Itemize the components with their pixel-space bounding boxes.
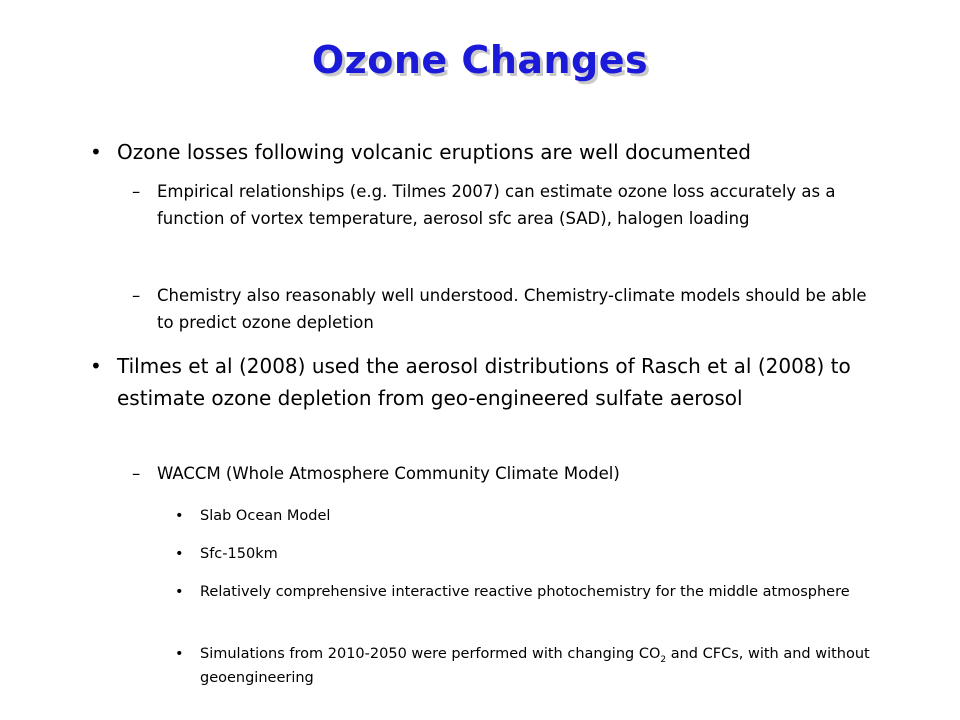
bullet-ozone-losses: [90, 136, 877, 168]
subsubbullet-text-after: and CFCs, with and without geoengineering: [200, 646, 870, 686]
subbullet-text: WACCM (Whole Atmosphere Community Climate Model): [157, 464, 620, 483]
subsubbullet-sfc-150km: [175, 542, 885, 566]
dash-marker: –: [132, 286, 141, 305]
co2-subscript: 2: [660, 654, 667, 665]
bullet-text: Tilmes et al (2008) used the aerosol distributions of Rasch et al (2008) to estimate ozone depletion from geo-engineered sulfate aerosol: [117, 354, 851, 410]
subbullet-text: Chemistry also reasonably well understood. Chemistry-climate models should be able to predict ozone depletion: [157, 286, 867, 332]
subbullet-chemistry-understood: [132, 282, 882, 336]
bullet-marker: •: [90, 354, 102, 378]
bullet-tilmes-2008: [90, 350, 877, 414]
small-bullet-marker: •: [175, 508, 184, 524]
slide-title: Ozone Changes: [311, 38, 649, 82]
dash-marker: –: [132, 182, 141, 201]
dash-marker: –: [132, 464, 141, 483]
bullet-text: Ozone losses following volcanic eruptions are well documented: [117, 140, 751, 164]
subsubbullet-photochemistry: [175, 580, 885, 604]
subsubbullet-text-before: Simulations from 2010-2050 were performed with changing CO: [200, 646, 661, 662]
small-bullet-marker: •: [175, 646, 184, 662]
subsubbullet-slab-ocean: [175, 504, 885, 528]
subsubbullet-simulations: [175, 642, 885, 690]
subbullet-waccm: [132, 460, 882, 487]
subsubbullet-text: Relatively comprehensive interactive reactive photochemistry for the middle atmosphere: [200, 584, 850, 600]
subsubbullet-text: Slab Ocean Model: [200, 508, 331, 524]
bullet-marker: •: [90, 140, 102, 164]
small-bullet-marker: •: [175, 584, 184, 600]
subbullet-text: Empirical relationships (e.g. Tilmes 2007) can estimate ozone loss accurately as a function of vortex temperature, aerosol sfc area (SAD), halogen loading: [157, 182, 836, 228]
small-bullet-marker: •: [175, 546, 184, 562]
subbullet-empirical-relationships: [132, 178, 882, 232]
subsubbullet-text: Sfc-150km: [200, 546, 278, 562]
